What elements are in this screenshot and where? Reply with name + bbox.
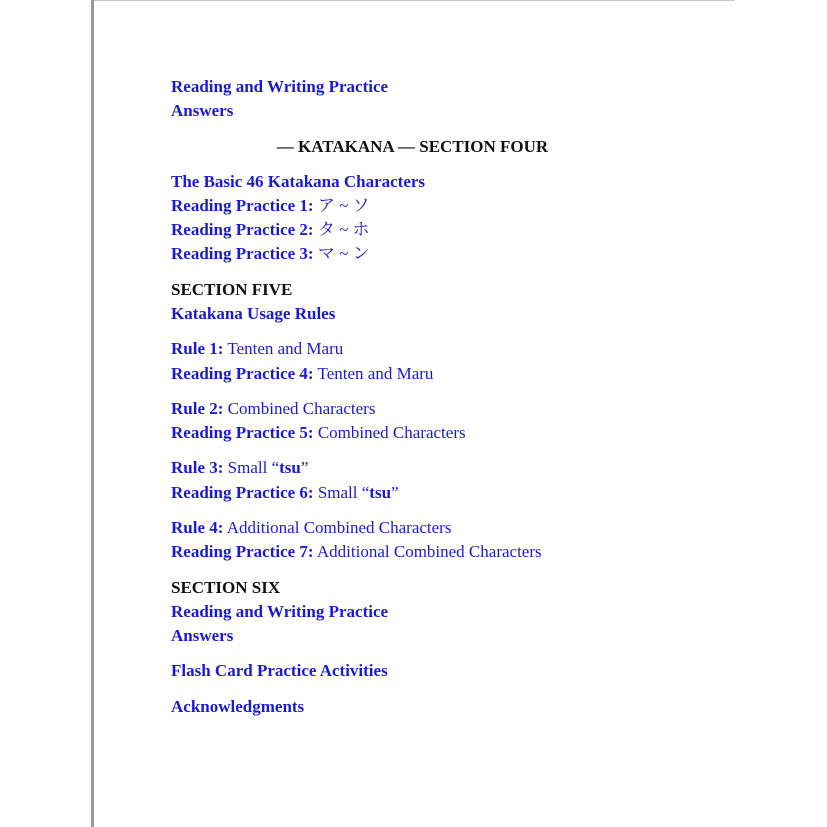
toc-item-label: Reading Practice 1: (171, 196, 314, 215)
toc-link-basic-46-katakana[interactable]: The Basic 46 Katakana Characters (171, 172, 426, 191)
toc-item-label: Reading Practice 3: (171, 244, 314, 263)
toc-item-text-post: ” (391, 483, 399, 502)
toc-link-rule-4[interactable] (171, 518, 451, 538)
toc-link-reading-writing-practice[interactable]: Reading and Writing Practice (171, 77, 389, 96)
toc-item-label: Rule 4: (171, 518, 224, 537)
section-four-heading (0, 137, 827, 157)
toc-item-text: Tenten and Maru (317, 364, 434, 383)
toc-item-text: Combined Characters (317, 423, 466, 442)
toc-link-answers-2[interactable]: Answers (171, 626, 234, 645)
toc-item-label: Rule 3: (171, 458, 224, 477)
toc-item-kana-range: タ ~ ホ (317, 220, 370, 239)
toc-item-label: Reading Practice 5: (171, 423, 314, 442)
toc-link-answers[interactable]: Answers (171, 101, 234, 120)
toc-item-label: Reading Practice 4: (171, 364, 314, 383)
page-left-edge (91, 0, 94, 827)
toc-link-reading-practice-1[interactable] (171, 196, 370, 216)
toc-item-text-pre: Small “ (227, 458, 280, 477)
toc-link-reading-practice-2[interactable] (171, 220, 370, 240)
toc-link-acknowledgments[interactable]: Acknowledgments (171, 697, 305, 716)
page-top-edge (94, 0, 735, 1)
toc-item-text-bold: tsu (369, 483, 392, 502)
toc-link-reading-writing-practice-2[interactable]: Reading and Writing Practice (171, 602, 389, 621)
section-six-heading: SECTION SIX (171, 578, 281, 597)
toc-link-reading-practice-7[interactable] (171, 542, 542, 562)
toc-link-reading-practice-3[interactable] (171, 244, 370, 264)
toc-item-text: Additional Combined Characters (226, 518, 452, 537)
toc-item-text: Additional Combined Characters (316, 542, 542, 561)
toc-item-label: Reading Practice 6: (171, 483, 314, 502)
toc-item-text-bold: tsu (279, 458, 301, 477)
toc-item-text: Combined Characters (227, 399, 376, 418)
toc-item-text-post: ” (300, 458, 309, 477)
toc-item-kana-range: ア ~ ソ (317, 196, 370, 215)
section-four-heading-text: — KATAKANA — SECTION FOUR (276, 137, 549, 156)
toc-item-label: Rule 1: (171, 339, 224, 358)
toc-item-text-pre: Small “ (317, 483, 370, 502)
toc-link-reading-practice-6[interactable] (171, 483, 399, 503)
toc-item-text: Tenten and Maru (227, 339, 344, 358)
toc-link-rule-3[interactable] (171, 458, 308, 478)
toc-item-kana-range: マ ~ ン (317, 244, 370, 263)
toc-item-label: Reading Practice 2: (171, 220, 314, 239)
section-five-heading: SECTION FIVE (171, 280, 293, 299)
toc-item-label: Reading Practice 7: (171, 542, 314, 561)
toc-link-rule-2[interactable] (171, 399, 375, 419)
toc-link-katakana-usage-rules[interactable]: Katakana Usage Rules (171, 304, 336, 323)
toc-link-rule-1[interactable] (171, 339, 343, 359)
toc-item-label: Rule 2: (171, 399, 224, 418)
toc-link-flash-card-practice[interactable]: Flash Card Practice Activities (171, 661, 388, 680)
toc-link-reading-practice-5[interactable] (171, 423, 466, 443)
toc-link-reading-practice-4[interactable] (171, 364, 433, 384)
